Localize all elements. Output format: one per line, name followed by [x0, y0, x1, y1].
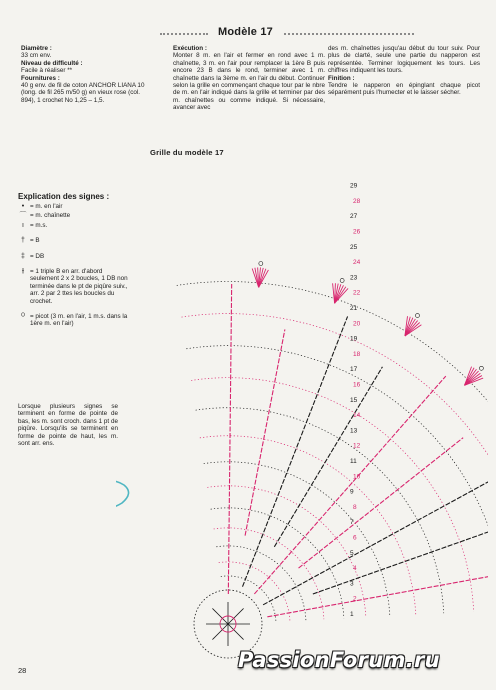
- round-number-label: 7: [350, 519, 354, 527]
- round-arc: [216, 546, 306, 620]
- legend-symbol-icon: ᴼ: [21, 313, 25, 321]
- title-dots-left: [160, 33, 208, 35]
- round-number-label: 19: [350, 335, 358, 343]
- legend-symbol-icon: ‡: [21, 252, 25, 260]
- legend-symbol-icon: ⌒: [19, 212, 27, 220]
- round-arc: [177, 282, 488, 607]
- round-number-label: 10: [353, 473, 361, 481]
- legend-title: Explication des signes :: [18, 192, 110, 201]
- finition-column: [328, 45, 480, 97]
- stitch-column: [254, 376, 445, 594]
- picot-icon: [415, 314, 419, 318]
- round-arc: [221, 576, 276, 622]
- decorative-sketch: [116, 481, 129, 508]
- round-number-label: 5: [350, 549, 354, 557]
- execution-text: Monter 8 m. en l'air et fermer en rond avec 1 m. chaînette, 3 m. en l'air pour remplacer la 1ère B puis encore 23 B dans le rond, terminer avec 1 m. chaînette dans la 3ème m. en l'air du début. Continuer selon la grille en commençant chaque tour par le nbre de m. en l'air indiqué dans la grille et terminer par des m. chaînettes ou comme indiqué. Si nécessaire, avancer avec: [173, 52, 325, 112]
- round-number-label: 11: [350, 458, 357, 465]
- diametre-value: 33 cm env.: [21, 52, 52, 60]
- round-number-label: 9: [350, 488, 354, 496]
- round-number-label: 17: [350, 366, 358, 374]
- legend-symbol-icon: ı: [22, 221, 24, 229]
- round-arc: [191, 378, 474, 612]
- crochet-diagram: [116, 154, 488, 684]
- legend-text: = B: [30, 237, 40, 245]
- stitch-column: [263, 471, 488, 605]
- legend-symbol-icon: •: [21, 203, 25, 210]
- page-number: 28: [18, 666, 27, 675]
- stitch-column: [274, 367, 382, 547]
- info-column: [21, 45, 156, 104]
- legend-item: [18, 313, 128, 328]
- round-number-label: 27: [350, 213, 358, 221]
- round-number-label: 8: [353, 503, 357, 511]
- legend-item: [18, 268, 128, 305]
- legend: [18, 192, 128, 328]
- execution-label: Exécution :: [173, 45, 207, 52]
- round-number-label: 26: [353, 228, 361, 236]
- legend-text: = picot (3 m. en l'air, 1 m.s. dans la 1ère m. en l'air): [30, 313, 128, 328]
- round-number-label: 20: [353, 320, 361, 328]
- legend-items: [18, 203, 128, 328]
- legend-symbol-icon: ⫲: [21, 268, 25, 276]
- round-arc: [186, 346, 488, 610]
- legend-text: = m. en l'air: [30, 203, 63, 210]
- stitch-column: [245, 329, 285, 535]
- legend-item: [18, 222, 128, 229]
- picot-icon: [479, 366, 483, 370]
- title-bar: [160, 26, 415, 42]
- legend-item: [18, 253, 128, 260]
- round-arc: [200, 436, 416, 615]
- round-number-label: 15: [350, 396, 358, 404]
- round-arc: [207, 486, 366, 617]
- round-number-label: 25: [350, 243, 358, 251]
- execution-text-continued: des m. chaînettes jusqu'au début du tour suiv. Pour plus de clarté, seule une partie du napperon est représentée. Terminer logiquement les tours. Les chiffres indiquent les tours.: [328, 45, 480, 75]
- round-number-label: 28: [353, 197, 361, 205]
- watermark: PassionForum.ru: [238, 648, 440, 672]
- picot-icon: [259, 261, 263, 265]
- legend-text: = 1 triple B en arr. d'abord seulement 2 x 2 boucles, 1 DB non terminée dans le pt de piqûre suiv., arr. 2 par 2 ttes les boucles du crochet.: [30, 268, 128, 305]
- grid-title: Grille du modèle 17: [150, 148, 224, 157]
- round-number-label: 6: [353, 534, 357, 542]
- stitch-column: [267, 570, 488, 617]
- title-dots-right: [284, 33, 414, 35]
- round-number-label: 1: [350, 611, 354, 618]
- fournitures-label: Fournitures :: [21, 74, 60, 82]
- legend-item: [18, 212, 128, 219]
- execution-column: [173, 45, 325, 112]
- round-arc: [214, 528, 324, 619]
- legend-text: = DB: [30, 252, 45, 260]
- picot-icon: [340, 278, 344, 282]
- stitch-column: [228, 284, 231, 594]
- round-number-label: 2: [353, 595, 357, 603]
- niveau-value: Facile à réaliser **: [21, 67, 73, 75]
- niveau-label: Niveau de difficulté :: [21, 59, 83, 67]
- round-number-label: 14: [353, 412, 361, 420]
- finition-text: Tendre le napperon en épinglant chaque picot séparément puis l'humecter et le laisser sécher.: [328, 82, 480, 97]
- round-number-label: 21: [350, 305, 358, 312]
- legend-item: [18, 203, 128, 210]
- round-arc: [196, 408, 444, 613]
- round-number-label: 4: [353, 565, 357, 573]
- round-number-label: 22: [353, 289, 361, 297]
- round-number-label: 13: [350, 427, 358, 435]
- legend-item: [18, 237, 128, 244]
- round-arc: [204, 462, 390, 616]
- legend-text: = m. chaînette: [30, 212, 71, 220]
- round-number-label: 12: [353, 442, 361, 450]
- stitch-column: [299, 438, 464, 568]
- fournitures-value: 40 g env. de fil de coton ANCHOR LIANA 10 (long. de fil 265 m/50 g) en vieux rose (col. 894), 1 crochet No 1,25 – 1,5.: [21, 82, 145, 104]
- round-number-label: 3: [350, 580, 354, 588]
- legend-text: = m.s.: [30, 221, 48, 229]
- page-title: Modèle 17: [218, 26, 273, 38]
- round-number-label: 29: [350, 182, 358, 190]
- round-arc: [182, 314, 489, 609]
- round-number-label: 18: [353, 350, 361, 358]
- legend-note: Lorsque plusieurs signes se terminent en forme de pointe de bas, les m. sont croch. dans 1 pt de piqûre. Lorsqu'ils se terminent en forme de pointe de haut, les m. sont arr. ens.: [18, 403, 118, 448]
- legend-symbol-icon: †: [21, 237, 25, 245]
- round-number-label: 16: [353, 381, 361, 389]
- round-number-label: 23: [350, 274, 358, 282]
- finition-label: Finition :: [328, 74, 355, 82]
- diametre-label: Diamètre :: [21, 45, 52, 52]
- round-number-label: 24: [353, 259, 361, 267]
- round-arc: [219, 562, 290, 621]
- stitch-column: [313, 527, 488, 594]
